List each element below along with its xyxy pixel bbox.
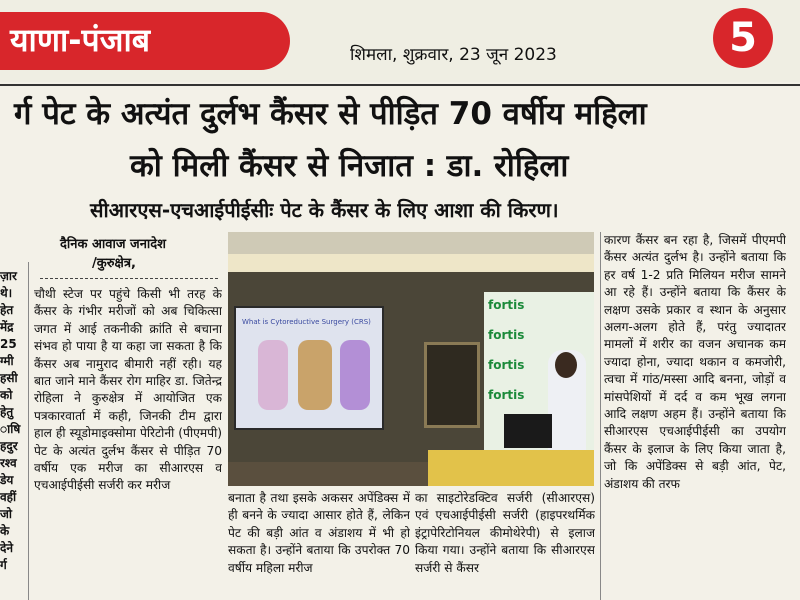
banner-brand: fortis (488, 298, 525, 312)
laptop (504, 414, 552, 448)
headline-line-1: र्ग पेट के अत्यंत दुर्लभ कैंसर से पीड़ित 70 वर्षीय महिला (14, 96, 647, 132)
article-column-1: चौथी स्टेज पर पहुंचे किसी भी तरह के कैंसर के गंभीर मरीजों को अब चिकित्सा जगत में आई तकनीकी क्रांति से बचाना संभव हो पाया है या कहा जा सकता है कि कैंसर अब नामुराद बीमारी नहीं रही। यह बात जाने माने कैंसर रोग माहिर डा. जितेन्द्र रोहिला ने कुरुक्षेत्र में आयोजित एक पत्रकारवार्ता में कही, जिनकी टीम द्वारा हाल ही स्यूडोमाइक्सोमा पेरिटोनी (पीएमपी) पेट के अत्यंत दुर्लभ कैंसर से पीड़ित 70 वर्षीय एक मरीज का सीआरएस व एचआईपीईसी सर्जरी कर मरीज (34, 287, 222, 493)
banner-brand: fortis (488, 328, 525, 342)
banner-brand: fortis (488, 358, 525, 372)
slide-illustration (340, 340, 370, 410)
column-divider (28, 262, 29, 600)
speaker-head (555, 352, 577, 378)
slide-title: What is Cytoreductive Surgery (CRS) (242, 318, 371, 326)
byline-place: /कुरुक्षेत्र, (92, 256, 136, 271)
press-conference-photo (228, 232, 594, 486)
subheadline: सीआरएस-एचआईपीईसीः पेट के कैंसर के लिए आशा की किरण। (90, 198, 559, 222)
article-column-3: का साइटोरेडक्टिव सर्जरी (सीआरएस) एवं एचआईपीईसी सर्जरी (हाइपरथर्मिक इंट्रापेरिटोनियल कीमोथेरेपी) से इलाज किया गया। उन्होंने बताया कि सीआरएस सर्जरी से कैंसर (415, 491, 595, 575)
ceiling-lights (228, 254, 594, 272)
previous-story-fragment: ज़ार थे। हेत मेंद्र 25 ग्मी हसी को हेतु ाषि हदुर रश्व डेय वहीं जो के देने र्ग (0, 269, 21, 572)
byline-paper: दैनिक आवाज जनादेश (60, 237, 167, 252)
section-label: याणा-पंजाब (10, 21, 151, 59)
wall-painting (424, 342, 480, 428)
dateline: शिमला, शुक्रवार, 23 जून 2023 (350, 45, 557, 65)
projector-screen (234, 306, 384, 430)
header-divider (0, 84, 800, 86)
slide-illustration (258, 340, 288, 410)
slide-illustration (298, 340, 332, 410)
page-number-badge: 5 (713, 8, 773, 68)
foreground-table (228, 462, 428, 486)
banner-brand: fortis (488, 388, 525, 402)
column-divider (600, 232, 601, 600)
byline-divider (40, 278, 218, 279)
table (428, 450, 594, 486)
headline-line-2: को मिली कैंसर से निजात : डा. रोहिला (130, 148, 569, 184)
article-column-2: बनाता है तथा इसके अकसर अपेंडिक्स में ही बनने के ज्यादा आसार होते हैं, लेकिन पेट की बड़ी आंत व अंडाशय में भी हो सकता है। उन्होंने बताया कि उपरोक्त 70 वर्षीय महिला मरीज (228, 491, 410, 575)
article-column-4: कारण कैंसर बन रहा है, जिसमें पीएमपी कैंसर अत्यंत दुर्लभ है। उन्होंने बताया कि हर वर्ष 1-2 प्रति मिलियन मरीज सामने आ रहे हैं। उन्होंने बताया कि कैंसर के लक्षण उसके प्रकार व स्थान के अनुसार अलग-अलग होते हैं, परंतु ज्यादातर मामलों में शरीर का वजन अचानक कम ज्यादा होना, ज्यादा थकान व कमजोरी, त्वचा में गांठ/मस्सा आदि बनना, जोड़ों व मांसपेशियों में दर्द व कम भूख लगना आदि लक्षण अहम हैं। उन्होंने बताया कि सीआरएस एचआईपीईसी का उपयोग कैंसर के इलाज के लिए किया जाता है, जो कि अपेंडिक्स से बड़ी आंत, पेट, अंडाशय की तरफ (604, 233, 786, 491)
